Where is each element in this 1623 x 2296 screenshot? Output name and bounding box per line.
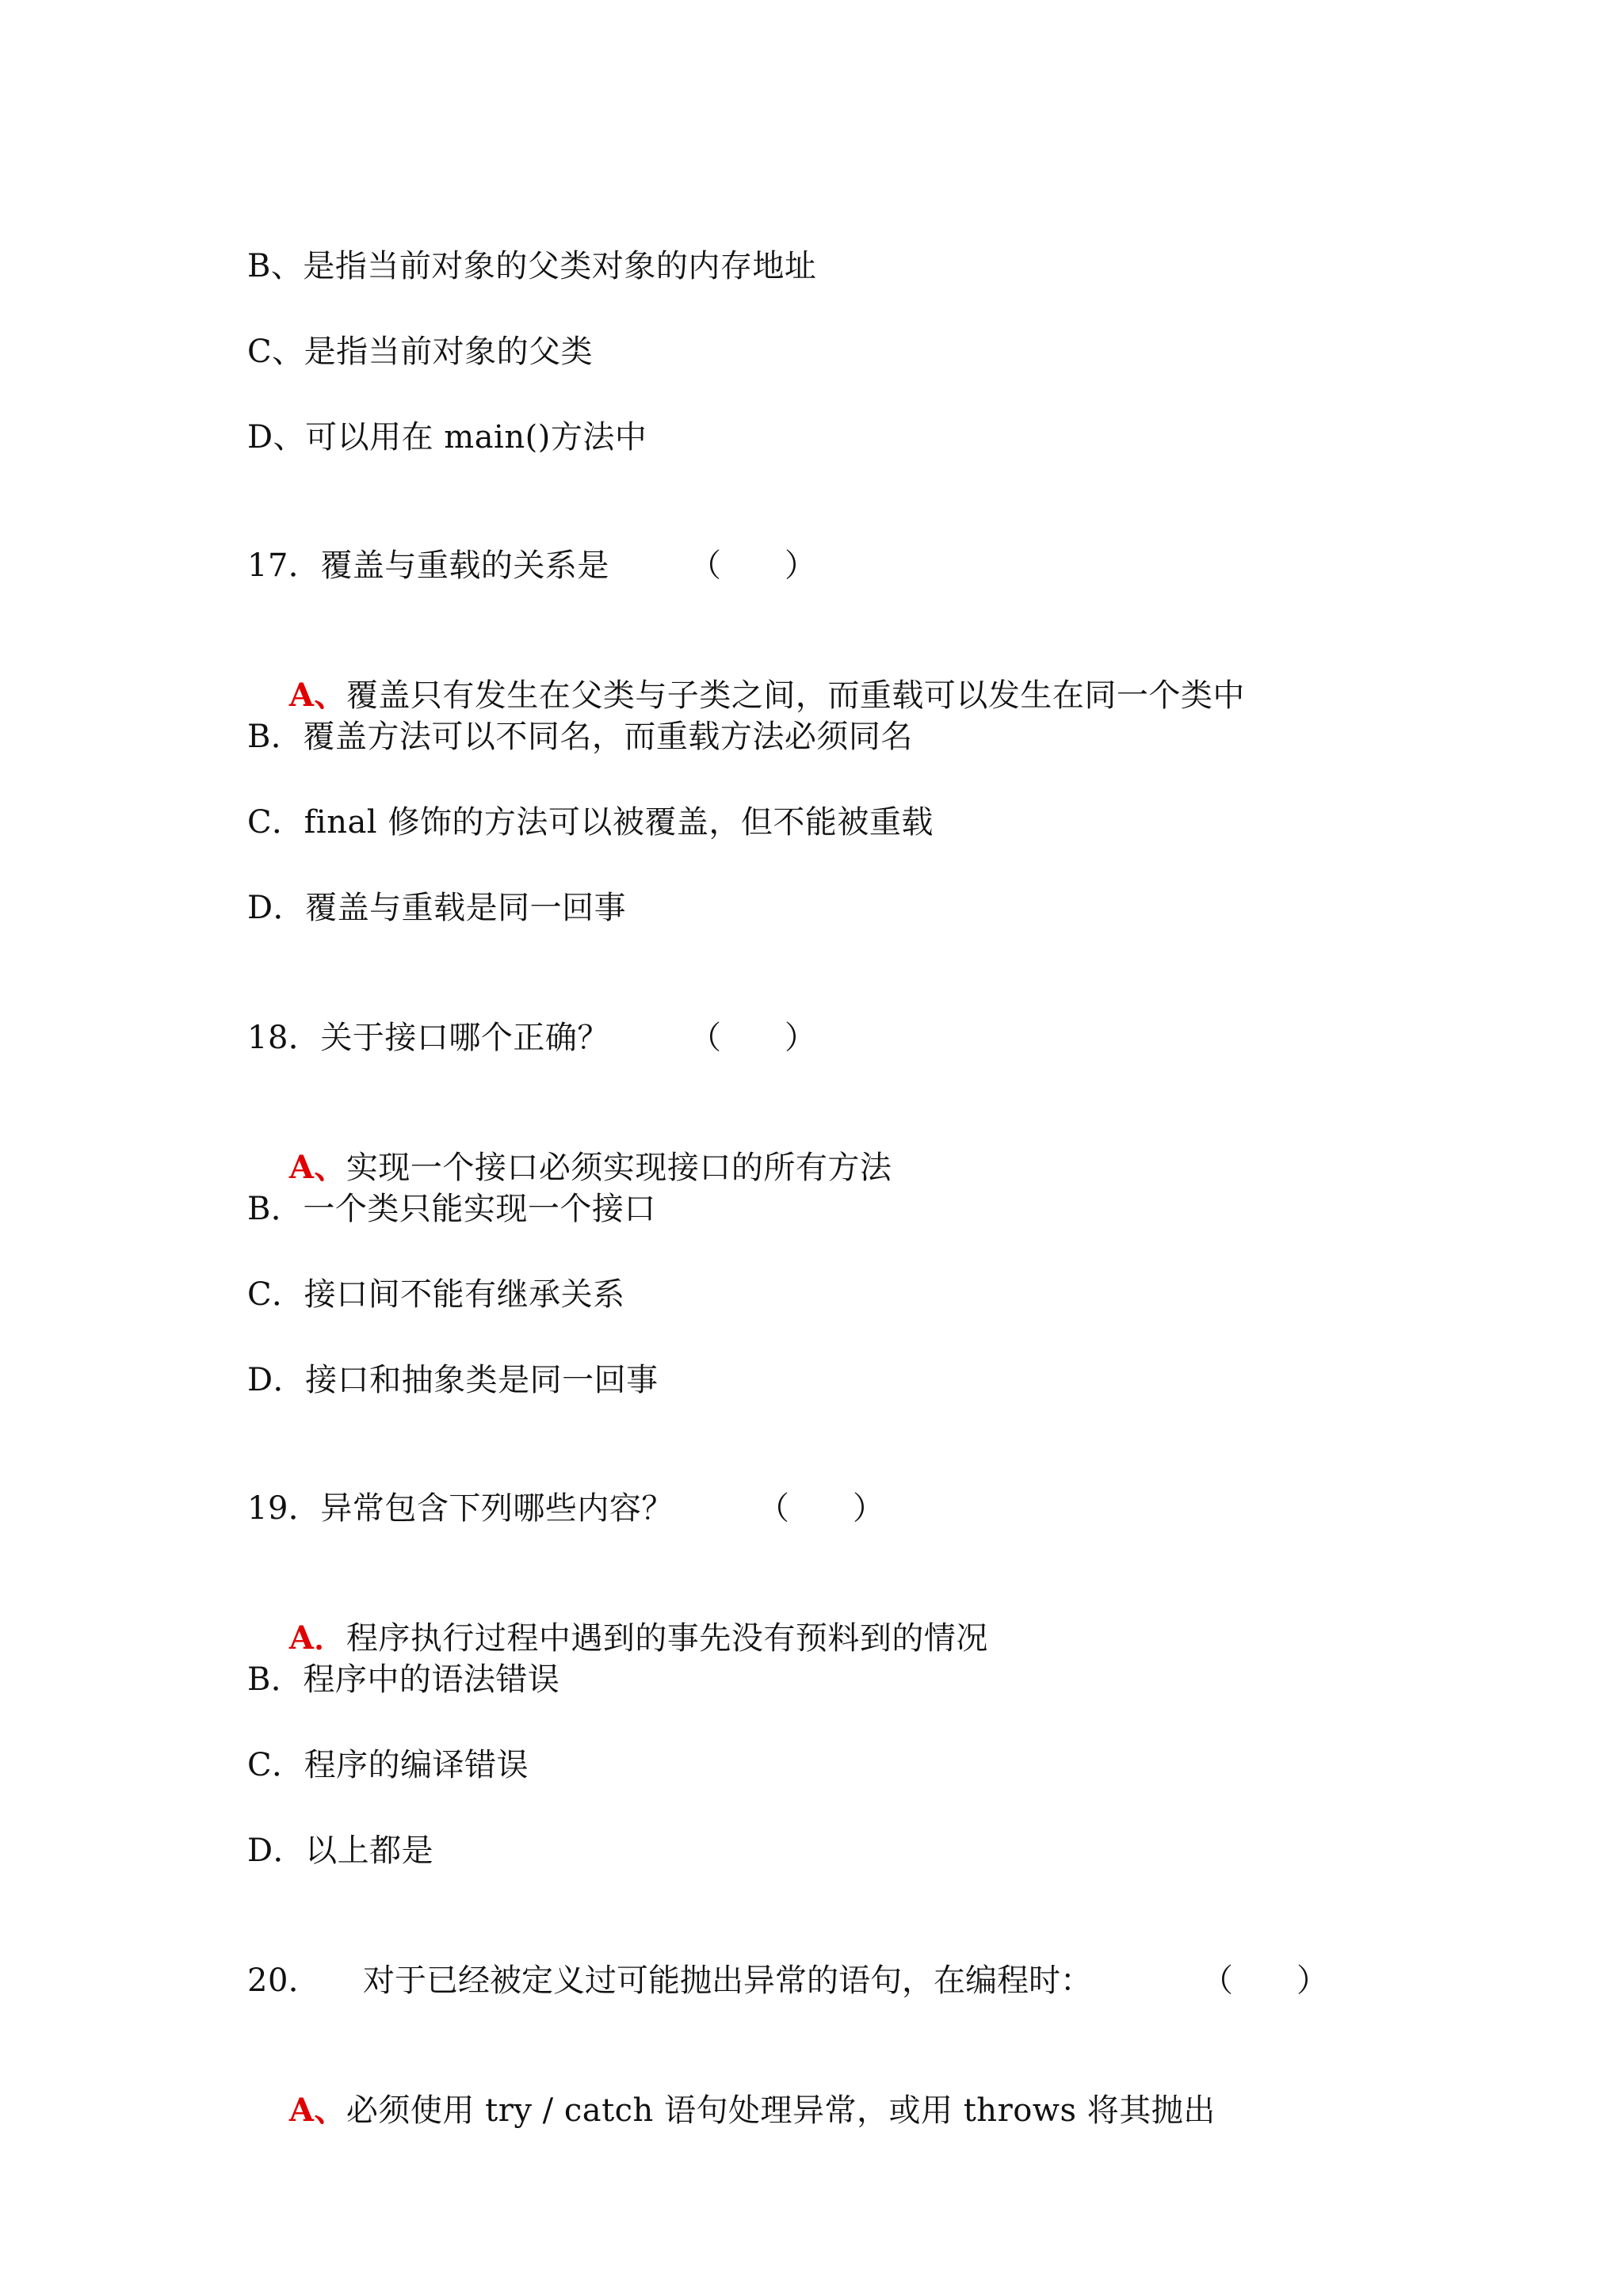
question-17-option-b: B．覆盖方法可以不同名，而重载方法必须同名 (247, 719, 913, 755)
question-18-option-b: B．一个类只能实现一个接口 (247, 1191, 656, 1227)
question-18-option-d: D．接口和抽象类是同一回事 (247, 1362, 659, 1398)
answer-marker: A、 (288, 677, 346, 714)
option-d-prev: D、可以用在 main()方法中 (247, 419, 647, 456)
option-c-prev: C、是指当前对象的父类 (247, 334, 594, 370)
question-17-option-c: C．final 修饰的方法可以被覆盖，但不能被重载 (247, 804, 934, 841)
answer-marker: A． (288, 1619, 346, 1657)
option-text: 程序执行过程中遇到的事先没有预料到的情况 (346, 1620, 988, 1657)
option-text: 覆盖只有发生在父类与子类之间，而重载可以发生在同一个类中 (346, 677, 1245, 714)
question-20-number: 20． (247, 1962, 321, 1999)
question-17-option-d: D．覆盖与重载是同一回事 (247, 890, 627, 926)
answer-marker: A、 (288, 1149, 346, 1186)
question-17-answer-blank: （ ） (689, 547, 816, 584)
option-text: 必须使用 try / catch 语句处理异常，或用 throws 将其抛出 (346, 2092, 1216, 2129)
question-17: 17．覆盖与重载的关系是 (247, 547, 609, 584)
answer-marker: A、 (288, 2092, 346, 2129)
question-20: 对于已经被定义过可能抛出异常的语句，在编程时： (363, 1962, 1092, 1999)
question-18-option-c: C．接口间不能有继承关系 (247, 1276, 625, 1313)
question-20-answer-blank: （ ） (1201, 1962, 1328, 1999)
question-19: 19．异常包含下列哪些内容？ (247, 1490, 674, 1527)
option-text: 实现一个接口必须实现接口的所有方法 (346, 1150, 892, 1186)
question-20-option-a (247, 2044, 1216, 2177)
question-19-option-c: C．程序的编译错误 (247, 1747, 529, 1783)
question-18: 18．关于接口哪个正确？ (247, 1020, 609, 1056)
question-19-option-b: B．程序中的语法错误 (247, 1661, 560, 1698)
question-19-answer-blank: （ ） (758, 1490, 884, 1527)
question-19-option-d: D．以上都是 (247, 1833, 434, 1869)
option-b-prev: B、是指当前对象的父类对象的内存地址 (247, 248, 817, 284)
question-18-answer-blank: （ ） (689, 1020, 816, 1056)
